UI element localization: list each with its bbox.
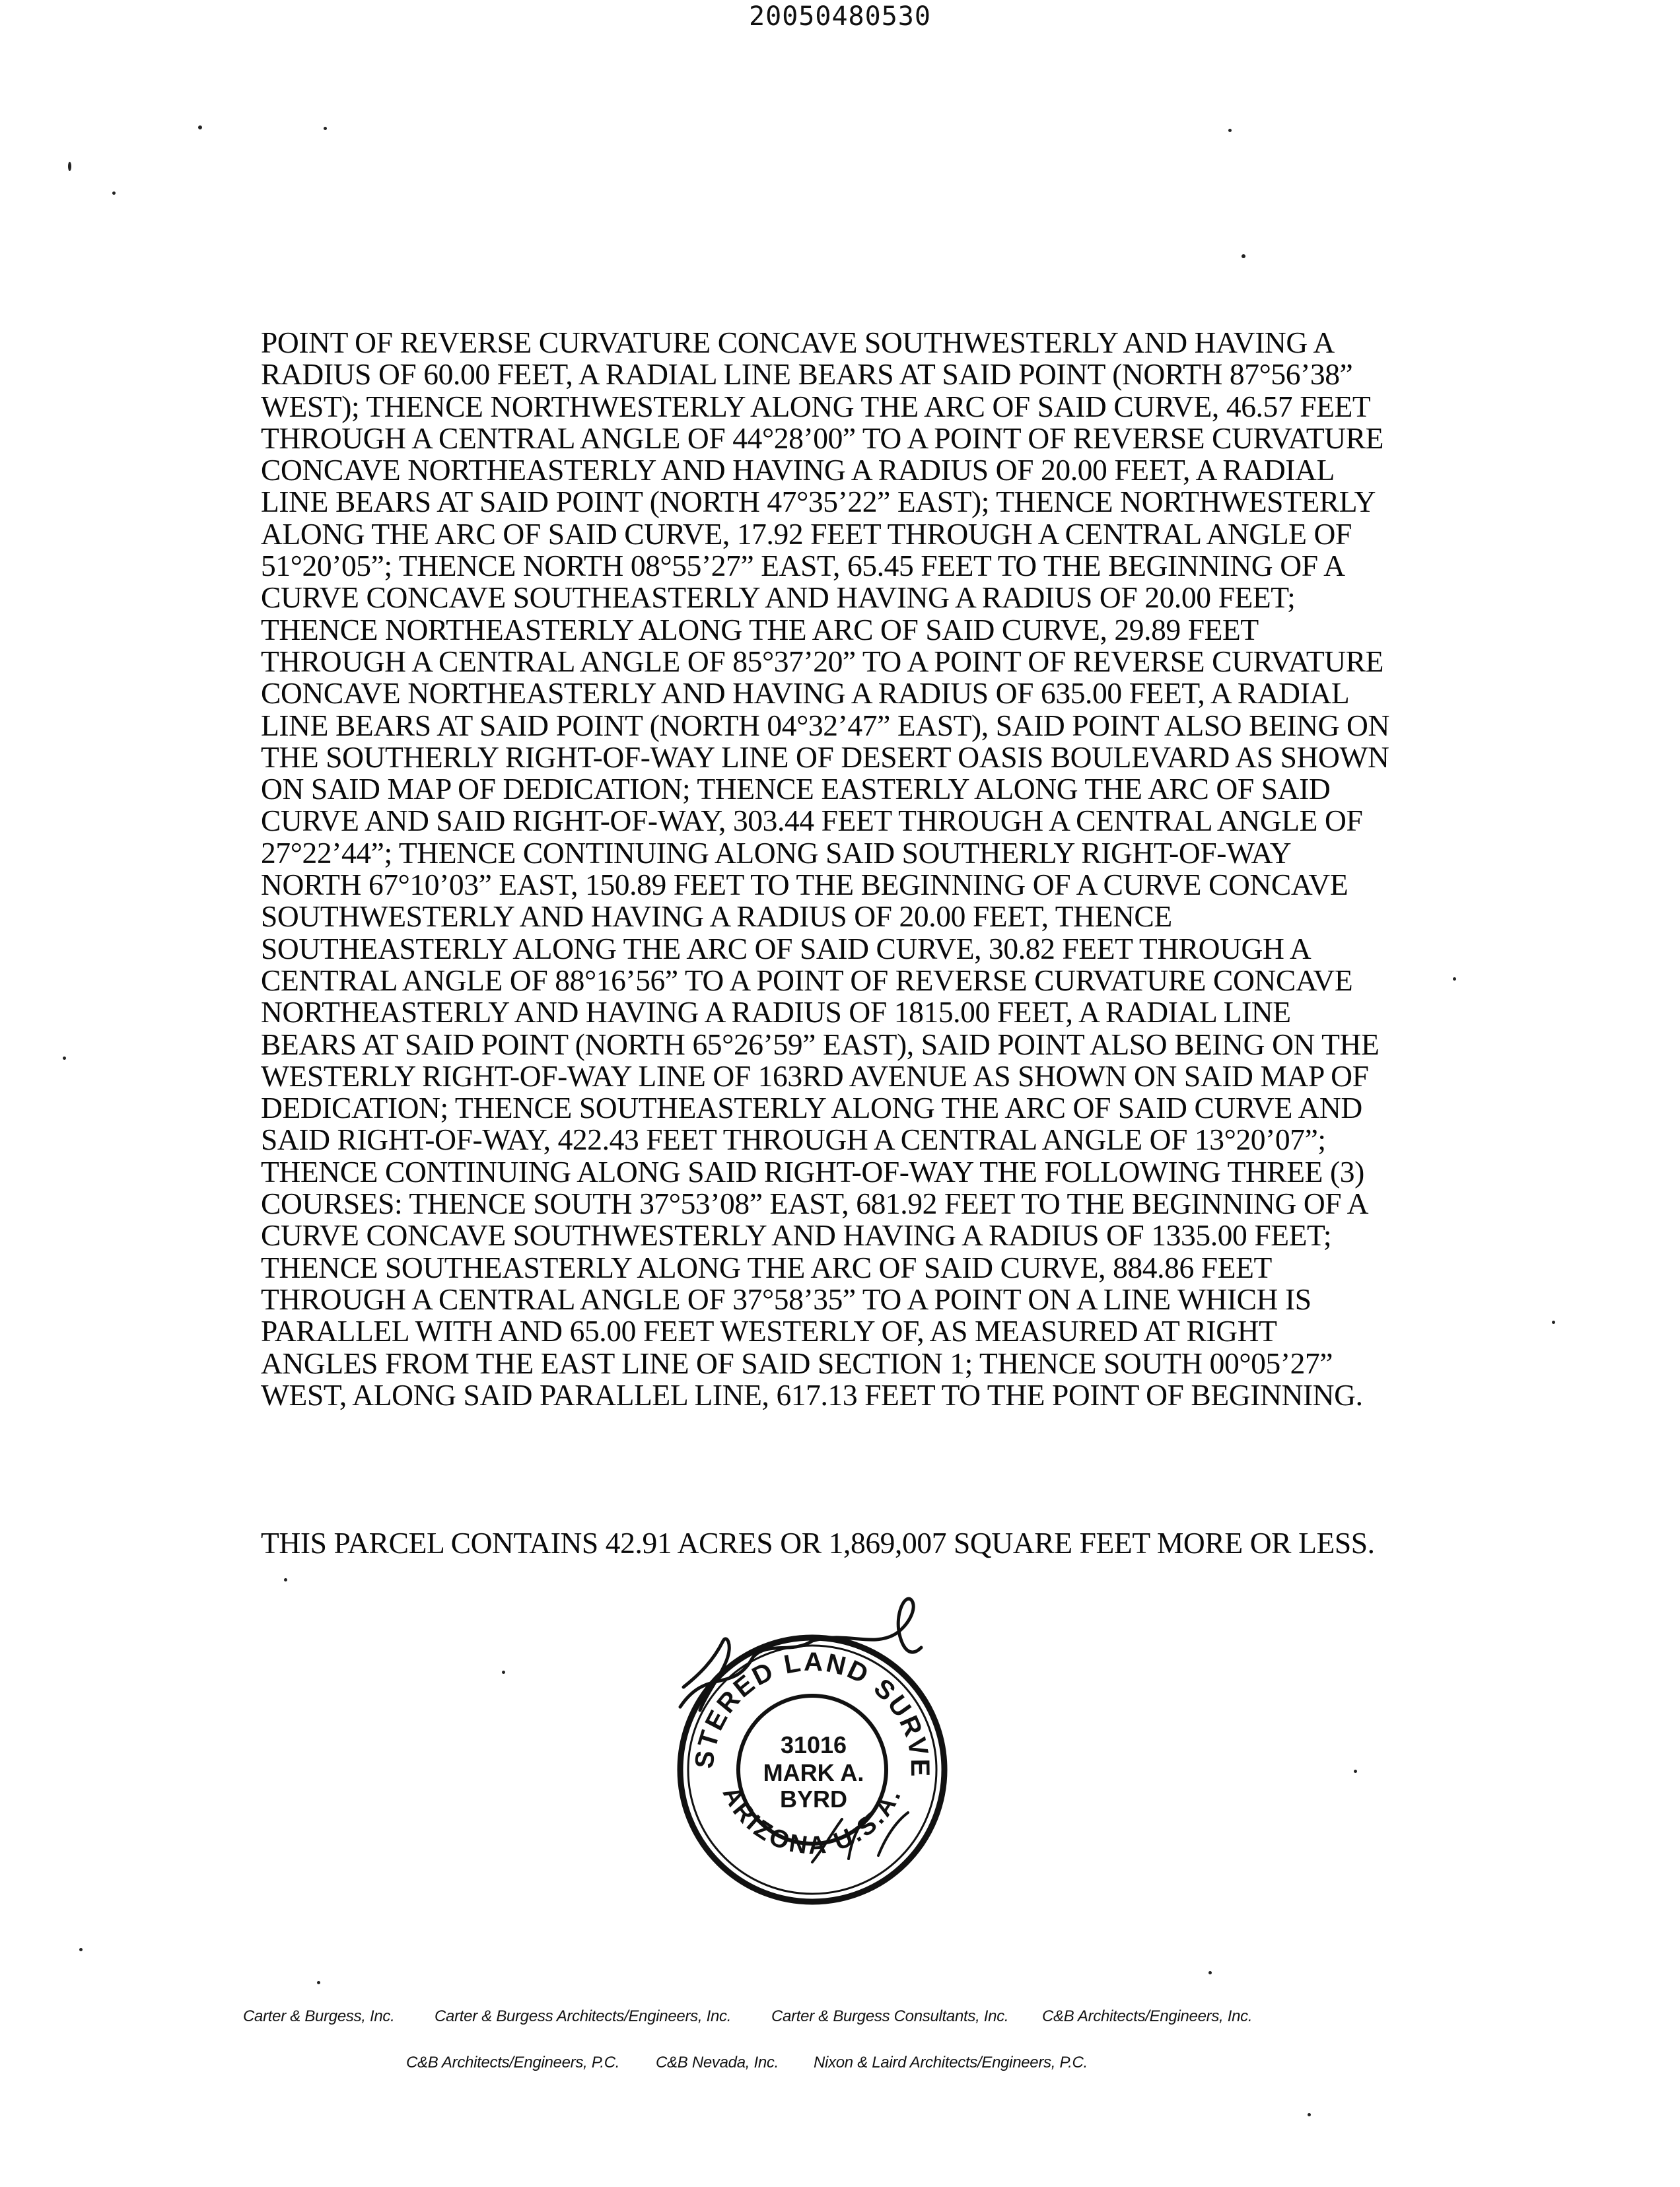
legal-line: 27°22’44”; THENCE CONTINUING ALONG SAID SOUTHERLY RIGHT-OF-WAY — [261, 835, 1292, 870]
legal-line: THROUGH A CENTRAL ANGLE OF 37°58’35” TO A POINT ON A LINE WHICH IS — [261, 1282, 1312, 1316]
footer-company: C&B Architects/Engineers, P.C. — [406, 2054, 620, 2071]
legal-line: THE SOUTHERLY RIGHT-OF-WAY LINE OF DESERT OASIS BOULEVARD AS SHOWN — [261, 740, 1389, 774]
footer-company: C&B Architects/Engineers, Inc. — [1042, 2007, 1253, 2025]
legal-line: RADIUS OF 60.00 FEET, A RADIAL LINE BEARS AT SAID POINT (NORTH 87°56’38” — [261, 357, 1353, 392]
scan-speck — [502, 1671, 505, 1674]
legal-line: BEARS AT SAID POINT (NORTH 65°26’59” EAST), SAID POINT ALSO BEING ON THE — [261, 1027, 1380, 1061]
legal-line: NORTH 67°10’03” EAST, 150.89 FEET TO THE BEGINNING OF A CURVE CONCAVE — [261, 868, 1348, 902]
legal-line: LINE BEARS AT SAID POINT (NORTH 04°32’47” EAST), SAID POINT ALSO BEING ON — [261, 708, 1389, 742]
legal-line: CURVE CONCAVE SOUTHEASTERLY AND HAVING A RADIUS OF 20.00 FEET; — [261, 580, 1296, 615]
legal-line: CENTRAL ANGLE OF 88°16’56” TO A POINT OF REVERSE CURVATURE CONCAVE — [261, 963, 1353, 997]
legal-line: THROUGH A CENTRAL ANGLE OF 85°37’20” TO A POINT OF REVERSE CURVATURE — [261, 644, 1384, 678]
seal-surveyor-last: BYRD — [779, 1786, 848, 1813]
legal-line: THENCE SOUTHEASTERLY ALONG THE ARC OF SAID CURVE, 884.86 FEET — [261, 1250, 1272, 1284]
scan-speck — [198, 125, 202, 129]
scan-speck — [112, 191, 116, 195]
legal-line: SAID RIGHT-OF-WAY, 422.43 FEET THROUGH A CENTRAL ANGLE OF 13°20’07”; — [261, 1123, 1326, 1157]
scan-speck — [1308, 2113, 1311, 2116]
scan-speck — [1453, 977, 1456, 981]
legal-line: ON SAID MAP OF DEDICATION; THENCE EASTERLY ALONG THE ARC OF SAID — [261, 772, 1331, 806]
seal-ring-bottom-text: ARIZONA U.S.A. — [717, 1782, 908, 1860]
legal-line: THENCE NORTHEASTERLY ALONG THE ARC OF SAID CURVE, 29.89 FEET — [261, 612, 1259, 646]
legal-line: DEDICATION; THENCE SOUTHEASTERLY ALONG THE ARC OF SAID CURVE AND — [261, 1091, 1362, 1125]
scan-speck — [79, 1948, 83, 1951]
legal-line: SOUTHEASTERLY ALONG THE ARC OF SAID CURVE, 30.82 FEET THROUGH A — [261, 931, 1312, 965]
legal-description — [261, 327, 1397, 1411]
legal-line: NORTHEASTERLY AND HAVING A RADIUS OF 1815.00 FEET, A RADIAL LINE — [261, 995, 1291, 1029]
footer-company: Carter & Burgess Architects/Engineers, Inc. — [435, 2007, 732, 2025]
legal-line: CONCAVE NORTHEASTERLY AND HAVING A RADIUS OF 635.00 FEET, A RADIAL — [261, 676, 1350, 711]
seal-certificate-number: 31016 — [780, 1731, 847, 1758]
footer-company: Nixon & Laird Architects/Engineers, P.C. — [814, 2054, 1088, 2071]
scan-speck — [1208, 1971, 1212, 1974]
legal-line: PARALLEL WITH AND 65.00 FEET WESTERLY OF, AS MEASURED AT RIGHT — [261, 1314, 1277, 1348]
legal-line: POINT OF REVERSE CURVATURE CONCAVE SOUTHWESTERLY AND HAVING A — [261, 326, 1335, 359]
legal-line: WEST); THENCE NORTHWESTERLY ALONG THE ARC OF SAID CURVE, 46.57 FEET — [261, 389, 1371, 423]
scan-speck — [1552, 1321, 1555, 1324]
document-number: 20050480530 — [749, 1, 931, 32]
scan-speck — [284, 1578, 287, 1581]
scan-speck — [1242, 254, 1245, 258]
legal-line: CURVE AND SAID RIGHT-OF-WAY, 303.44 FEET THROUGH A CENTRAL ANGLE OF — [261, 804, 1363, 838]
seal-ring-top-text: STERED LAND SURVE — [689, 1647, 935, 1779]
scan-speck — [317, 1981, 320, 1984]
scan-speck — [68, 162, 71, 171]
legal-line: 51°20’05”; THENCE NORTH 08°55’27” EAST, 65.45 FEET TO THE BEGINNING OF A — [261, 549, 1345, 583]
scan-speck — [324, 127, 327, 130]
legal-line: LINE BEARS AT SAID POINT (NORTH 47°35’22” EAST); THENCE NORTHWESTERLY — [261, 485, 1376, 519]
legal-line: WEST, ALONG SAID PARALLEL LINE, 617.13 FEET TO THE POINT OF BEGINNING. — [261, 1377, 1363, 1412]
scan-speck — [1354, 1770, 1357, 1773]
scan-speck — [63, 1057, 66, 1060]
seal-graphic — [660, 1595, 964, 1905]
legal-line: SOUTHWESTERLY AND HAVING A RADIUS OF 20.00 FEET, THENCE — [261, 899, 1172, 934]
legal-line: WESTERLY RIGHT-OF-WAY LINE OF 163RD AVENUE AS SHOWN ON SAID MAP OF — [261, 1059, 1369, 1093]
seal-surveyor-first: MARK A. — [763, 1759, 864, 1786]
legal-line: CONCAVE NORTHEASTERLY AND HAVING A RADIUS OF 20.00 FEET, A RADIAL — [261, 453, 1335, 487]
surveyor-seal — [660, 1595, 964, 1905]
footer-company: Carter & Burgess Consultants, Inc. — [771, 2007, 1009, 2025]
footer-company: C&B Nevada, Inc. — [656, 2054, 779, 2071]
legal-line: ANGLES FROM THE EAST LINE OF SAID SECTION 1; THENCE SOUTH 00°05’27” — [261, 1346, 1333, 1380]
legal-line: THROUGH A CENTRAL ANGLE OF 44°28’00” TO A POINT OF REVERSE CURVATURE — [261, 421, 1384, 455]
legal-line: ALONG THE ARC OF SAID CURVE, 17.92 FEET THROUGH A CENTRAL ANGLE OF — [261, 516, 1352, 551]
acreage-statement: THIS PARCEL CONTAINS 42.91 ACRES OR 1,869,007 SQUARE FEET MORE OR LESS. — [261, 1526, 1375, 1560]
footer-company: Carter & Burgess, Inc. — [243, 2007, 395, 2025]
legal-line: COURSES: THENCE SOUTH 37°53’08” EAST, 681.92 FEET TO THE BEGINNING OF A — [261, 1187, 1369, 1221]
scan-speck — [1228, 129, 1232, 132]
legal-line: THENCE CONTINUING ALONG SAID RIGHT-OF-WAY THE FOLLOWING THREE (3) — [261, 1154, 1364, 1189]
legal-line: CURVE CONCAVE SOUTHWESTERLY AND HAVING A RADIUS OF 1335.00 FEET; — [261, 1218, 1332, 1253]
